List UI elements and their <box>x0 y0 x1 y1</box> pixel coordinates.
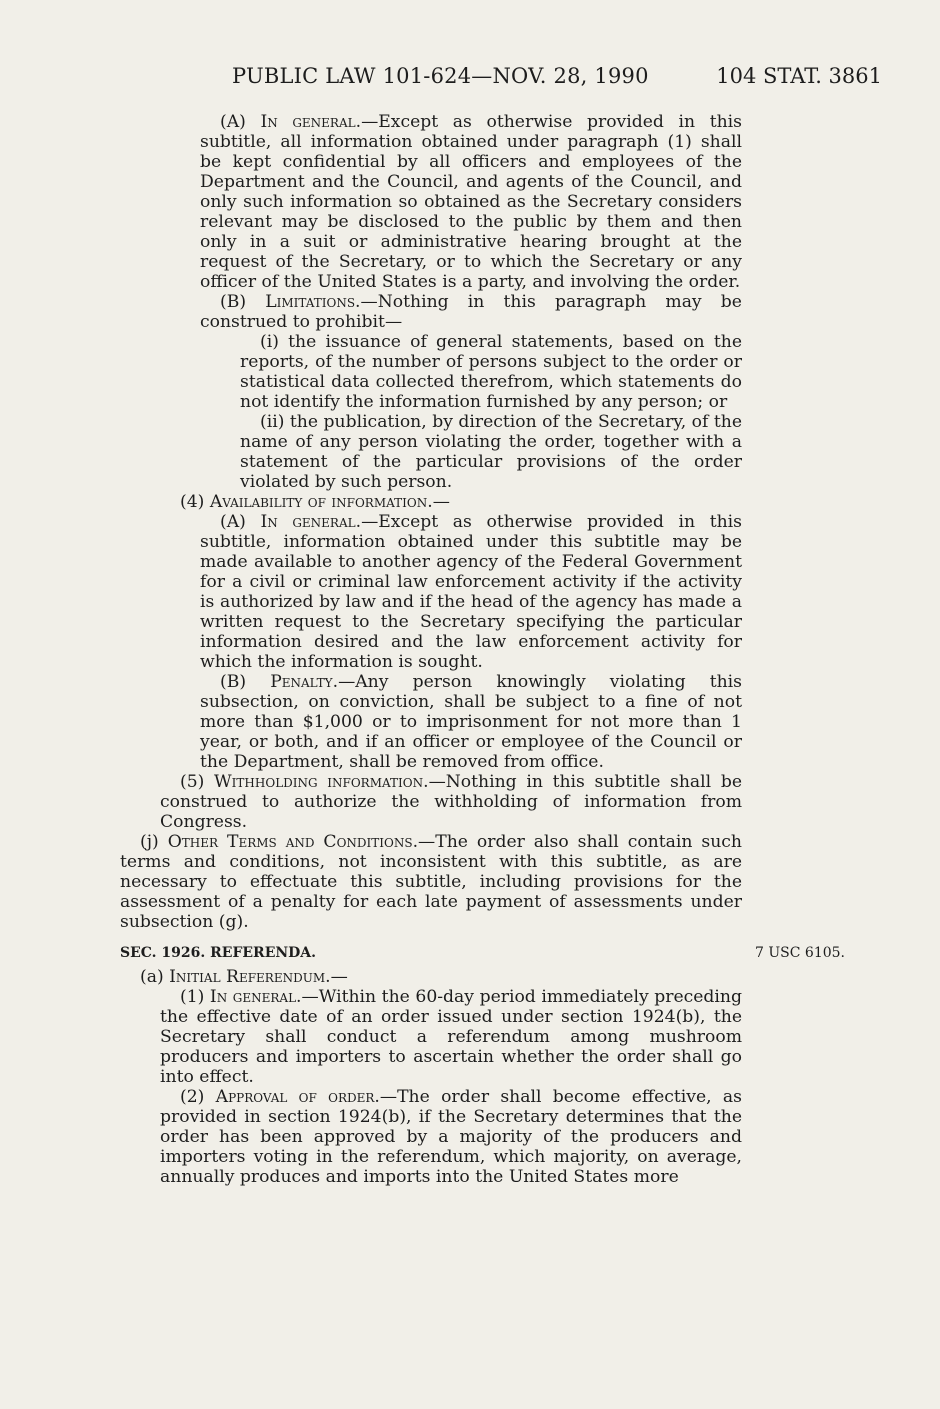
section-heading-row <box>120 942 845 963</box>
paragraph-text: —The order also shall contain such terms and conditions, not inconsistent with this subtitle, as are necessary to effectuate this subtitle, including provisions for the assessment of a penalty for each late payment of assessments under subsection (g). <box>120 832 742 932</box>
paragraph-4B-penalty <box>120 672 742 772</box>
paragraph-text: —Except as otherwise provided in this subtitle, all information obtained under paragraph (1) shall be kept confidential by all officers and employees of the Department and the Council, and agents of the Council, and only such information so obtained as the Secretary considers relevant may be disclosed to the public by them and then only in a suit or administrative hearing brought at the request of the Secretary, or to which the Secretary or any officer of the United States is a party, and involving the order. <box>200 112 742 292</box>
page-header <box>232 64 882 94</box>
paragraph-text: —Nothing in this paragraph may be construed to prohibit— <box>200 292 742 332</box>
paragraph-heading: In general. <box>260 512 362 532</box>
paragraph-4-availability <box>120 492 742 512</box>
paragraph-text: —Except as otherwise provided in this subtitle, information obtained under this subtitle may be made available to another agency of the Federal Government for a civil or criminal law enforcement activity if the activity is authorized by law and if the head of the agency has made a written request to the Secretary specifying the particular information desired and the law enforcement activity for which the information is sought. <box>200 512 742 672</box>
paragraph-text: —Nothing in this subtitle shall be construed to authorize the withholding of information from Congress. <box>160 772 743 832</box>
section-heading: SEC. 1926. REFERENDA. <box>120 945 317 961</box>
paragraph-heading: Penalty. <box>270 672 339 692</box>
paragraph-label: (1) <box>180 987 210 1007</box>
clause-i: (i) the issuance of general statements, based on the reports, of the number of persons subject to the order or statistical data collected therefrom, which statements do not identify the information furnished by any person; or <box>240 332 742 412</box>
paragraph-heading: Approval of order. <box>215 1087 380 1107</box>
paragraph-5-withholding <box>120 772 742 832</box>
paragraph-label: (j) <box>140 832 168 852</box>
paragraph-4A-in-general <box>120 512 742 672</box>
subsection-a-initial-referendum <box>120 967 742 987</box>
paragraph-heading: Other Terms and Conditions. <box>167 832 419 852</box>
paragraph-heading: Limitations. <box>265 292 361 312</box>
paragraph-label: (a) <box>140 967 170 987</box>
clause-ii: (ii) the publication, by direction of the Secretary, of the name of any person violating the order, together with a statement of the particular provisions of the order violated by such person. <box>240 412 742 492</box>
paragraph-text: — <box>330 967 348 987</box>
paragraph-heading: In general. <box>260 112 362 132</box>
paragraph-3B-limitations <box>120 292 742 332</box>
paragraph-heading: Initial Referendum. <box>169 967 331 987</box>
paragraph-label: (2) <box>180 1087 216 1107</box>
paragraph-heading: Withholding information. <box>214 772 429 792</box>
subsection-j-other-terms <box>120 832 742 932</box>
page-number: 104 STAT. 3861 <box>716 64 882 88</box>
paragraph-text: —Any person knowingly violating this subsection, on conviction, shall be subject to a fine of not more than $1,000 or to imprisonment for not more than 1 year, or both, and if an officer or employee of the Council or the Department, shall be removed from office. <box>200 672 742 772</box>
paragraph-3A-in-general <box>120 112 742 292</box>
paragraph-label: (B) <box>220 292 266 312</box>
paragraph-label: (4) <box>180 492 210 512</box>
running-head: PUBLIC LAW 101-624—NOV. 28, 1990 <box>232 64 649 88</box>
usc-margin-note: 7 USC 6105. <box>755 945 845 961</box>
paragraph-text: —The order shall become effective, as provided in section 1924(b), if the Secretary determines that the order has been approved by a majority of the producers and importers voting in the referendum, which majority, on average, annually produces and imports into the United States more <box>160 1087 742 1187</box>
paragraph-label: (A) <box>220 512 261 532</box>
paragraph-a1-in-general <box>120 987 742 1087</box>
paragraph-label: (B) <box>220 672 271 692</box>
paragraph-text: —Within the 60-day period immediately preceding the effective date of an order issued under section 1924(b), the Secretary shall conduct a referendum among mushroom producers and importers to ascertain whether the order shall go into effect. <box>160 987 742 1087</box>
paragraph-label: (5) <box>180 772 215 792</box>
statute-text <box>120 112 845 1187</box>
paragraph-a2-approval <box>120 1087 742 1187</box>
paragraph-heading: In general. <box>209 987 302 1007</box>
paragraph-label: (A) <box>220 112 261 132</box>
paragraph-heading: Availability of information. <box>209 492 433 512</box>
paragraph-text: — <box>432 492 450 512</box>
